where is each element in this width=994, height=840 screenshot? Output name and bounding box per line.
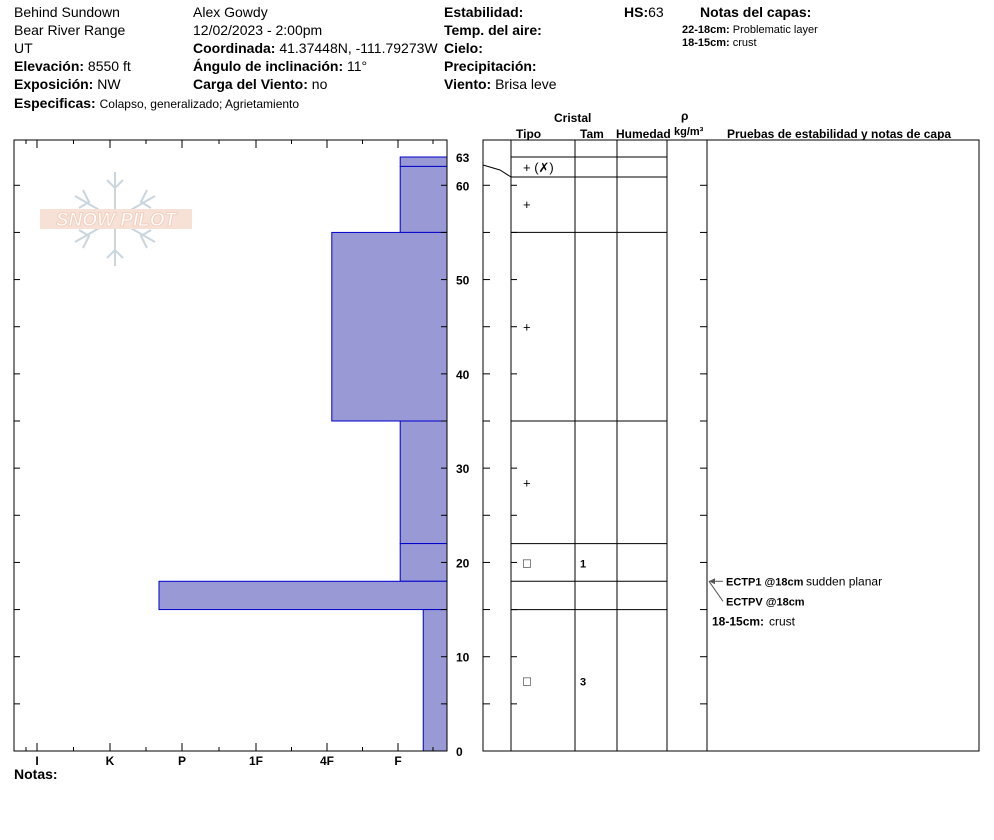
mountain-range: Bear River Range (14, 22, 126, 38)
hs-value: 63 (648, 4, 664, 20)
specifics-value: Colapso, generalizado; Agrietamiento (99, 97, 300, 111)
layer-note-1-text: Problematic layer (732, 24, 818, 36)
hs-label: HS: (624, 4, 649, 20)
crystal-symbol: □ (523, 673, 531, 689)
hardness-tick-label: I (35, 754, 39, 768)
wind-load-label: Carga del Viento: (193, 76, 308, 92)
crystal-symbol: □ (523, 555, 531, 571)
air-temp-label: Temp. del aire: (444, 22, 542, 38)
boundary-connector (483, 165, 511, 177)
crystal-symbol: + (✗) (523, 160, 554, 175)
stability-label: Estabilidad: (444, 4, 524, 20)
crystal-symbol: + (523, 319, 531, 335)
depth-tick-label: 63 (456, 151, 470, 165)
wind-value: Brisa leve (495, 76, 557, 92)
chart-border (14, 140, 447, 751)
hardness-chart-frame (14, 140, 447, 751)
location: Behind Sundown (14, 4, 120, 20)
crystal-header: Cristal (554, 111, 592, 125)
layer-note-text: crust (769, 614, 796, 629)
hardness-layer (400, 166, 447, 232)
hardness-tick-label: F (394, 754, 402, 768)
depth-tick-label: 10 (456, 650, 470, 665)
crystal-symbol: + (523, 475, 531, 491)
coordinates-label: Coordinada: (193, 40, 276, 56)
size-header: Tam (580, 127, 604, 141)
crystal-size: 1 (580, 558, 587, 571)
depth-tick-label: 30 (456, 462, 470, 477)
test-label: ECTP1 @18cm (726, 576, 804, 589)
tests-notes-header: Pruebas de estabilidad y notas de capa (727, 127, 952, 141)
layer-note-2-text: crust (732, 37, 757, 49)
hardness-layer (400, 157, 447, 166)
test-arrow-line (709, 581, 723, 601)
sky-label: Cielo: (444, 40, 483, 56)
crystal-size: 3 (580, 676, 587, 689)
aspect-value: NW (97, 76, 121, 92)
type-header: Tipo (516, 127, 542, 141)
specifics-label: Especificas: (14, 95, 96, 111)
layer-note-2-range: 18-15cm: (682, 37, 730, 49)
hardness-layer (159, 581, 447, 609)
hardness-layer (400, 421, 447, 544)
slope-label: Ángulo de inclinación: (193, 58, 344, 74)
aspect-label: Exposición: (14, 76, 94, 92)
datetime: 12/02/2023 - 2:00pm (193, 22, 323, 38)
wind-label: Viento: (444, 76, 492, 92)
layer-table (483, 140, 979, 751)
logo-text: SNOW PILOT (55, 210, 177, 231)
layer-note-1-range: 22-18cm: (682, 24, 730, 36)
precip-label: Precipitación: (444, 58, 537, 74)
notes-label: Notas: (14, 766, 58, 782)
depth-tick-label: 40 (456, 367, 470, 382)
elevation-value: 8550 ft (87, 58, 131, 74)
hardness-tick-label: 4F (319, 754, 335, 768)
wind-load-value: no (311, 76, 328, 92)
table-border (483, 140, 979, 751)
snowpilot-logo (40, 172, 192, 266)
hardness-layer (400, 544, 447, 582)
hardness-tick-label: K (105, 754, 115, 768)
depth-tick-label: 20 (456, 556, 470, 571)
hardness-tick-label: 1F (248, 754, 264, 768)
density-unit-header: kg/m³ (674, 126, 704, 138)
rho-header: ρ (681, 109, 689, 123)
hardness-tick-label: P (177, 754, 187, 768)
hardness-layer (423, 610, 447, 751)
test-label: ECTPV @18cm (726, 596, 805, 609)
crystal-symbol: + (523, 197, 531, 213)
stability-tests (709, 574, 882, 628)
coordinates-value: 41.37448N, -111.79273W (279, 40, 438, 56)
hardness-layer (332, 232, 447, 421)
crystal-column (523, 160, 586, 688)
observer: Alex Gowdy (193, 4, 268, 20)
layer-notes-title: Notas del capas: (700, 4, 812, 20)
depth-tick-label: 0 (456, 745, 463, 759)
depth-tick-label: 50 (456, 273, 470, 288)
moisture-header: Humedad (616, 127, 671, 141)
elevation-label: Elevación: (14, 58, 85, 74)
layer-note-range: 18-15cm: (712, 614, 765, 629)
state: UT (14, 40, 33, 56)
test-note: sudden planar (806, 574, 883, 589)
slope-value: 11° (347, 58, 368, 74)
hardness-layers (159, 157, 447, 751)
depth-tick-label: 60 (456, 179, 470, 194)
